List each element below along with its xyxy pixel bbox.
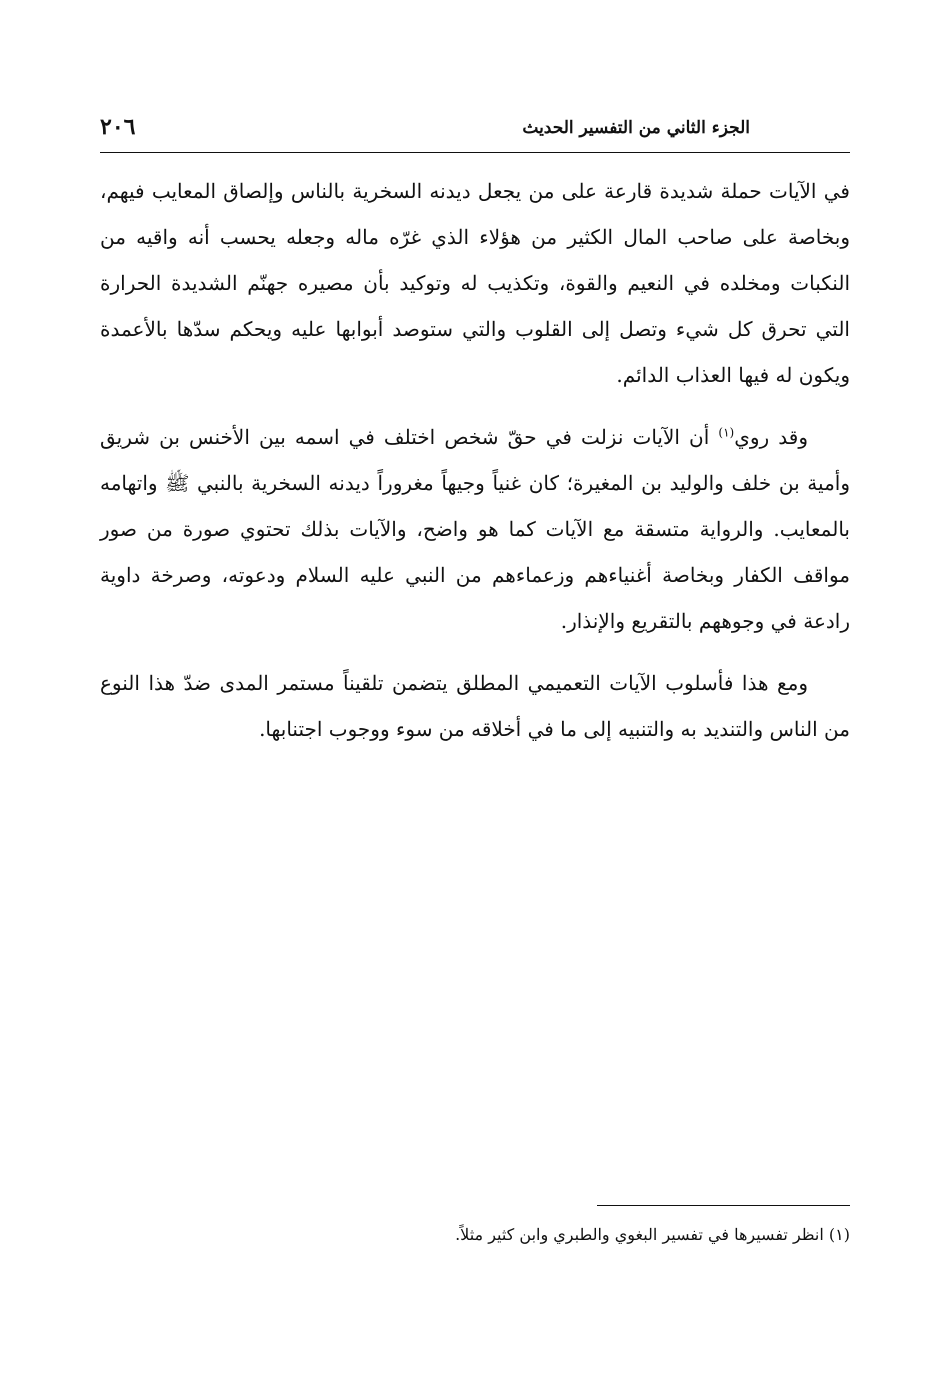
paragraph-2: [100, 414, 850, 644]
footnote-text: انظر تفسيرها في تفسير البغوي والطبري وابن كثير مثلاً.: [455, 1225, 824, 1244]
paragraph-2-start: وقد روي: [734, 425, 809, 449]
running-header: [100, 114, 850, 150]
footnote: [100, 1220, 850, 1250]
header-divider: [100, 152, 850, 153]
main-text: [100, 168, 850, 768]
paragraph-3: ومع هذا فأسلوب الآيات التعميمي المطلق يتضمن تلقيناً مستمر المدى ضدّ هذا النوع من الناس والتنديد به والتنبيه إلى ما في أخلاقه من سوء ووجوب اجتنابها.: [100, 671, 850, 741]
footnote-reference: (١): [718, 425, 735, 440]
paragraph-1: في الآيات حملة شديدة قارعة على من يجعل ديدنه السخرية بالناس وإلصاق المعايب فيهم، وبخاصة على صاحب المال الكثير من هؤلاء الذي غرّه ماله وجعله يحسب أنه واقيه من النكبات ومخلده في النعيم والقوة، وتكذيب له وتوكيد بأن مصيره جهنّم الشديدة الحرارة التي تحرق كل شيء وتصل إلى القلوب والتي ستوصد أبوابها عليه ويحكم سدّها بالأعمدة ويكون له فيها العذاب الدائم.: [100, 179, 850, 387]
paragraph-2-rest: أن الآيات نزلت في حقّ شخص اختلف في اسمه بين الأخنس بن شريق وأمية بن خلف والوليد بن المغيرة؛ كان غنياً وجيهاً مغروراً ديدنه السخرية بالنبي ﷺ واتهامه بالمعايب. والرواية متسقة مع الآيات كما هو واضح، والآيات بذلك تحتوي صورة من صور مواقف الكفار وبخاصة أغنياءهم وزعماءهم من النبي عليه السلام ودعوته، وصرخة داوية رادعة في وجوههم بالتقريع والإنذار.: [100, 425, 850, 633]
footnote-divider: [597, 1205, 850, 1206]
header-title: الجزء الثاني من التفسير الحديث: [522, 118, 750, 138]
page-number: ٢٠٦: [100, 114, 136, 140]
footnote-number: (١): [828, 1225, 850, 1244]
